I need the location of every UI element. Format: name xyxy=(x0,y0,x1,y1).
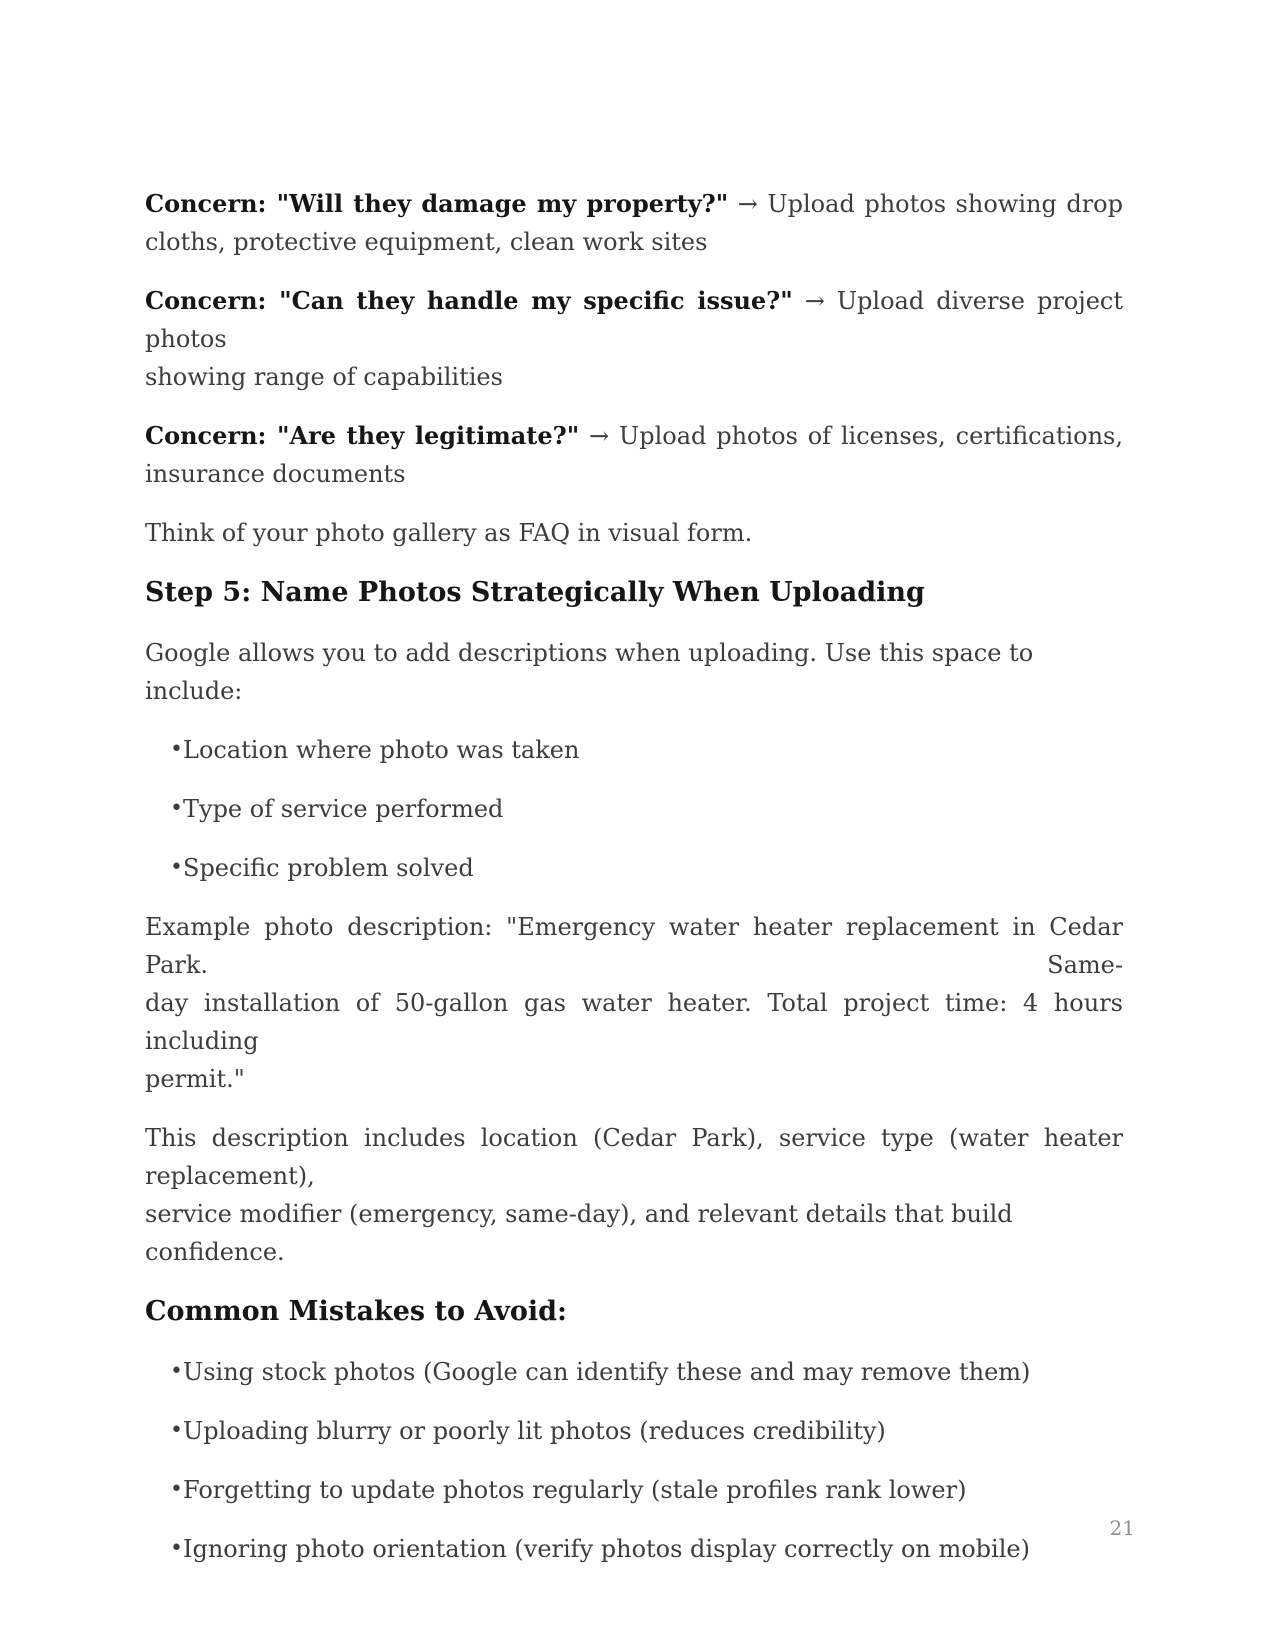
text-line xyxy=(145,908,1123,984)
text-line xyxy=(145,455,1123,493)
document-content xyxy=(145,185,1123,1568)
bullet-glyph: • xyxy=(170,1536,183,1561)
bullet-glyph: • xyxy=(170,737,183,762)
text-line xyxy=(145,1119,1123,1195)
text-run: This description includes location (Cedar Park), service type (water heater replacement), xyxy=(145,1124,1123,1190)
text-line xyxy=(145,634,1123,710)
page-number: 21 xyxy=(1109,1516,1135,1540)
bold-run: Concern: "Can they handle my specific issue?" xyxy=(145,286,793,315)
text-run: insurance documents xyxy=(145,460,406,488)
paragraph xyxy=(145,185,1123,261)
text-run: Example photo description: "Emergency water heater replacement in Cedar Park. Same- xyxy=(145,913,1123,979)
text-run: day installation of 50-gallon gas water heater. Total project time: 4 hours including xyxy=(145,989,1123,1055)
paragraph xyxy=(145,514,1123,552)
text-run: → Upload photos of licenses, certifications, xyxy=(579,422,1123,450)
bullet-text: Specific problem solved xyxy=(183,854,474,882)
text-line xyxy=(145,358,1123,396)
section-heading: Common Mistakes to Avoid: xyxy=(145,1296,568,1327)
paragraph xyxy=(145,1119,1123,1271)
bold-run: Concern: "Will they damage my property?" xyxy=(145,189,729,218)
text-line xyxy=(145,1060,1123,1098)
text-line xyxy=(145,984,1123,1060)
text-line xyxy=(145,185,1123,223)
text-run: → Upload diverse project photos xyxy=(145,287,1123,353)
paragraph xyxy=(145,282,1123,396)
bullet-item xyxy=(145,790,1123,828)
text-run: Think of your photo gallery as FAQ in visual form. xyxy=(145,519,753,547)
text-run: → Upload photos showing drop xyxy=(728,190,1123,218)
bullet-text: Type of service performed xyxy=(183,795,504,823)
bullet-glyph: • xyxy=(170,855,183,880)
bullet-item xyxy=(145,1530,1123,1568)
bullet-glyph: • xyxy=(170,1359,183,1384)
bullet-text: Ignoring photo orientation (verify photos display correctly on mobile) xyxy=(183,1535,1030,1563)
bullet-item xyxy=(145,849,1123,887)
bullet-item xyxy=(145,1412,1123,1450)
bullet-text: Location where photo was taken xyxy=(183,736,580,764)
bold-run: Concern: "Are they legitimate?" xyxy=(145,421,580,450)
text-line xyxy=(145,223,1123,261)
bullet-item xyxy=(145,731,1123,769)
bullet-text: Uploading blurry or poorly lit photos (reduces credibility) xyxy=(183,1417,886,1445)
bullet-glyph: • xyxy=(170,796,183,821)
section-heading: Step 5: Name Photos Strategically When Uploading xyxy=(145,577,925,608)
bullet-glyph: • xyxy=(170,1477,183,1502)
text-line xyxy=(145,417,1123,455)
paragraph xyxy=(145,908,1123,1098)
paragraph xyxy=(145,417,1123,493)
text-run: permit." xyxy=(145,1065,245,1093)
text-run: Google allows you to add descriptions when uploading. Use this space to include: xyxy=(145,639,1034,705)
text-run: cloths, protective equipment, clean work sites xyxy=(145,228,708,256)
bullet-text: Using stock photos (Google can identify these and may remove them) xyxy=(183,1358,1031,1386)
text-run: showing range of capabilities xyxy=(145,363,503,391)
bullet-item xyxy=(145,1353,1123,1391)
text-run: service modifier (emergency, same-day), and relevant details that build confidence. xyxy=(145,1200,1013,1266)
bullet-item xyxy=(145,1471,1123,1509)
bullet-text: Forgetting to update photos regularly (stale profiles rank lower) xyxy=(183,1476,967,1504)
paragraph xyxy=(145,634,1123,710)
text-line xyxy=(145,514,1123,552)
bullet-glyph: • xyxy=(170,1418,183,1443)
text-line xyxy=(145,282,1123,358)
text-line xyxy=(145,1195,1123,1271)
